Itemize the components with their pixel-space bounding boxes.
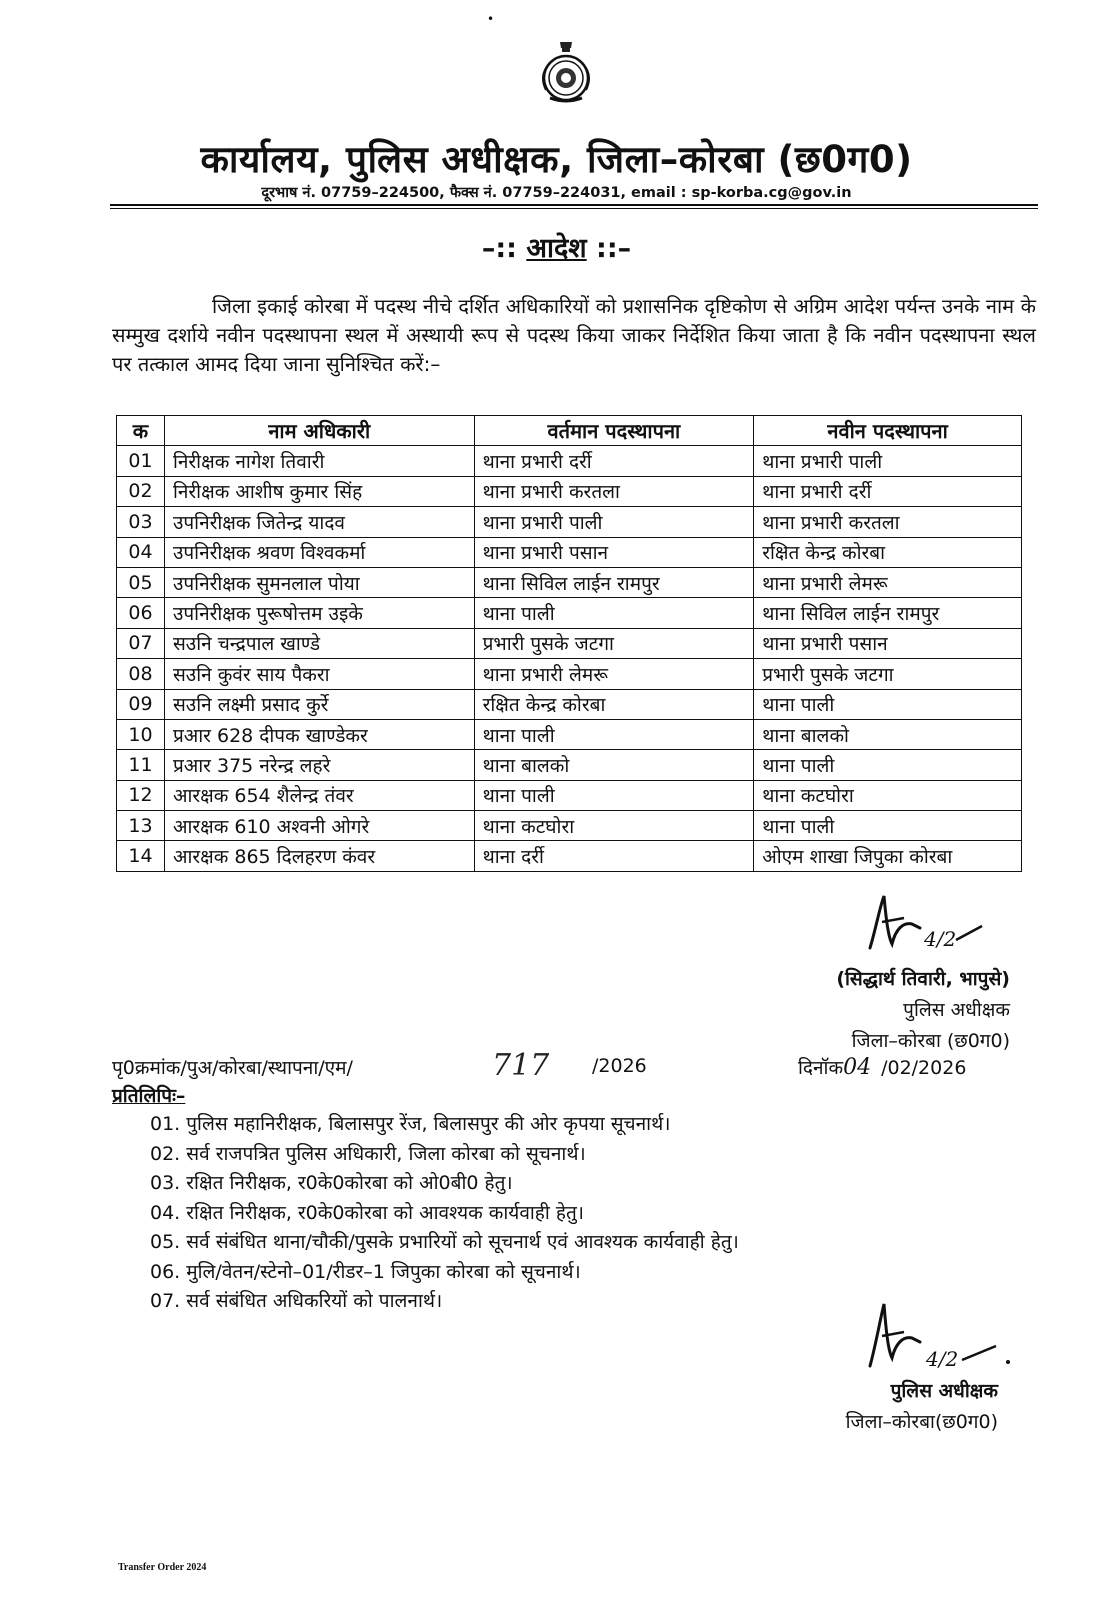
cell-serial: 07: [117, 628, 165, 658]
cell-officer-name: उपनिरीक्षक श्रवण विश्वकर्मा: [164, 537, 474, 567]
cell-officer-name: आरक्षक 654 शैलेन्द्र तंवर: [164, 780, 474, 810]
copy-label: प्रतिलिपिः–: [112, 1085, 186, 1107]
signatory-designation: पुलिस अधीक्षक: [903, 999, 1010, 1021]
cell-officer-name: उपनिरीक्षक पुरूषोत्तम उइके: [164, 598, 474, 628]
date-day: 04: [843, 1055, 872, 1080]
table-row: [117, 719, 1022, 749]
header-rule: [110, 204, 1038, 206]
cell-serial: 02: [117, 476, 165, 506]
table-row: [117, 780, 1022, 810]
cell-new-posting: थाना सिविल लाईन रामपुर: [754, 598, 1022, 628]
cell-serial: 09: [117, 689, 165, 719]
cell-serial: 06: [117, 598, 165, 628]
signature-text-2: 4/2: [926, 1347, 959, 1371]
table-row: [117, 567, 1022, 597]
table-header-row: [117, 416, 1022, 446]
header-rule-thin: [110, 208, 1038, 209]
table-row: [117, 628, 1022, 658]
table-row: [117, 811, 1022, 841]
cell-current-posting: थाना कटघोरा: [474, 811, 754, 841]
cell-current-posting: थाना प्रभारी दर्री: [474, 446, 754, 476]
signature-image-2: [862, 1296, 1032, 1376]
cell-officer-name: निरीक्षक नागेश तिवारी: [164, 446, 474, 476]
cell-current-posting: थाना पाली: [474, 719, 754, 749]
cell-new-posting: थाना प्रभारी पाली: [754, 446, 1022, 476]
cell-serial: 14: [117, 841, 165, 871]
order-heading: [0, 228, 1113, 265]
cell-officer-name: उपनिरीक्षक जितेन्द्र यादव: [164, 507, 474, 537]
cell-officer-name: सउनि चन्द्रपाल खाण्डे: [164, 628, 474, 658]
cell-serial: 05: [117, 567, 165, 597]
copy-item: 07. सर्व संबंधित अधिकरियों को पालनार्थ।: [150, 1290, 443, 1312]
cell-current-posting: थाना दर्री: [474, 841, 754, 871]
signatory2-district: जिला–कोरबा(छ0ग0): [845, 1411, 998, 1433]
copy-list: [150, 1110, 739, 1317]
signature-image: [862, 888, 992, 958]
table-row: [117, 841, 1022, 871]
cell-new-posting: रक्षित केन्द्र कोरबा: [754, 537, 1022, 567]
cell-current-posting: थाना सिविल लाईन रामपुर: [474, 567, 754, 597]
cell-new-posting: थाना कटघोरा: [754, 780, 1022, 810]
table-row: [117, 446, 1022, 476]
cell-current-posting: थाना प्रभारी पसान: [474, 537, 754, 567]
cell-current-posting: थाना बालको: [474, 750, 754, 780]
table-row: [117, 689, 1022, 719]
table-row: [117, 659, 1022, 689]
cell-officer-name: प्रआर 375 नरेन्द्र लहरे: [164, 750, 474, 780]
copy-item: 01. पुलिस महानिरीक्षक, बिलासपुर रेंज, बिलासपुर की ओर कृपया सूचनार्थ।: [150, 1113, 671, 1135]
cell-officer-name: उपनिरीक्षक सुमनलाल पोया: [164, 567, 474, 597]
cell-serial: 03: [117, 507, 165, 537]
copy-item: 06. मुलि/वेतन/स्टेनो–01/रीडर–1 जिपुका कोरबा को सूचनार्थ।: [150, 1260, 581, 1283]
signatory-district: जिला–कोरबा (छ0ग0): [851, 1030, 1010, 1052]
table-row: [117, 507, 1022, 537]
order-heading-prefix: –::: [481, 233, 527, 264]
signatory-name: (सिद्धार्थ तिवारी, भापुसे): [836, 968, 1010, 990]
cell-new-posting: थाना बालको: [754, 719, 1022, 749]
reference-number: 717: [492, 1048, 550, 1083]
cell-current-posting: थाना प्रभारी करतला: [474, 476, 754, 506]
transfer-table: [116, 415, 1022, 872]
table-row: [117, 476, 1022, 506]
cell-new-posting: थाना प्रभारी दर्री: [754, 476, 1022, 506]
table-row: [117, 598, 1022, 628]
header-serial: क: [117, 416, 165, 446]
cell-new-posting: थाना पाली: [754, 750, 1022, 780]
cell-current-posting: प्रभारी पुसके जटगा: [474, 628, 754, 658]
cell-new-posting: थाना पाली: [754, 689, 1022, 719]
cell-new-posting: थाना प्रभारी लेमरू: [754, 567, 1022, 597]
header-current-posting: वर्तमान पदस्थापना: [474, 416, 754, 446]
cell-new-posting: प्रभारी पुसके जटगा: [754, 659, 1022, 689]
office-title: कार्यालय, पुलिस अधीक्षक, जिला–कोरबा (छ0ग0): [200, 138, 913, 181]
footer-label: Transfer Order 2024: [118, 1562, 207, 1573]
cell-current-posting: थाना पाली: [474, 598, 754, 628]
cell-current-posting: थाना पाली: [474, 780, 754, 810]
cell-current-posting: रक्षित केन्द्र कोरबा: [474, 689, 754, 719]
cell-serial: 01: [117, 446, 165, 476]
police-emblem-icon: [536, 38, 596, 104]
cell-officer-name: प्रआर 628 दीपक खाण्डेकर: [164, 719, 474, 749]
table-row: [117, 537, 1022, 567]
date-line: [798, 1054, 966, 1080]
order-body: जिला इकाई कोरबा में पदस्थ नीचे दर्शित अधिकारियों को प्रशासनिक दृष्टिकोण से अग्रिम आदेश पर्यन्त उनके नाम के सम्मुख दर्शाये नवीन पदस्थापना स्थल में अस्थायी रूप से पदस्थ किया जाकर निर्देशित किया जाता है कि नवीन पदस्थापना स्थल पर तत्काल आमद दिया जाना सुनिश्चित करें:–: [112, 294, 1036, 376]
copy-item: 02. सर्व राजपत्रित पुलिस अधिकारी, जिला कोरबा को सूचनार्थ।: [150, 1142, 586, 1165]
order-heading-word: आदेश: [526, 233, 587, 264]
reference-year: /2026: [592, 1055, 647, 1077]
copy-item: 03. रक्षित निरीक्षक, र0के0कोरबा को ओ0बी0 हेतु।: [150, 1172, 513, 1194]
cell-officer-name: सउनि कुवंर साय पैकरा: [164, 659, 474, 689]
signatory-block: [700, 964, 1010, 1057]
cell-new-posting: थाना प्रभारी करतला: [754, 507, 1022, 537]
reference-prefix: पृ0क्रमांक/पुअ/कोरबा/स्थापना/एम/: [112, 1057, 353, 1079]
signatory2-designation: पुलिस अधीक्षक: [890, 1380, 998, 1402]
cell-officer-name: निरीक्षक आशीष कुमार सिंह: [164, 476, 474, 506]
cell-current-posting: थाना प्रभारी लेमरू: [474, 659, 754, 689]
cell-officer-name: आरक्षक 610 अश्वनी ओगरे: [164, 811, 474, 841]
cell-officer-name: आरक्षक 865 दिलहरण कंवर: [164, 841, 474, 871]
cell-new-posting: थाना पाली: [754, 811, 1022, 841]
cell-serial: 10: [117, 719, 165, 749]
table-row: [117, 750, 1022, 780]
cell-serial: 13: [117, 811, 165, 841]
header-officer-name: नाम अधिकारी: [164, 416, 474, 446]
cell-serial: 04: [117, 537, 165, 567]
top-dot: •: [487, 12, 495, 26]
date-label: दिनॉक: [798, 1057, 844, 1079]
cell-serial: 11: [117, 750, 165, 780]
cell-current-posting: थाना प्रभारी पाली: [474, 507, 754, 537]
cell-serial: 12: [117, 780, 165, 810]
date-rest: /02/2026: [881, 1057, 967, 1079]
cell-serial: 08: [117, 659, 165, 689]
copy-item: 04. रक्षित निरीक्षक, र0के0कोरबा को आवश्यक कार्यवाही हेतु।: [150, 1201, 584, 1224]
cell-new-posting: थाना प्रभारी पसान: [754, 628, 1022, 658]
copy-item: 05. सर्व संबंधित थाना/चौकी/पुसके प्रभारियों को सूचनार्थ एवं आवश्यक कार्यवाही हेतु।: [150, 1231, 739, 1253]
cell-new-posting: ओएम शाखा जिपुका कोरबा: [754, 841, 1022, 871]
signatory-block-2: [760, 1376, 998, 1438]
signature-text: 4/2: [924, 927, 957, 951]
contact-line: दूरभाष नं. 07759–224500, फैक्स नं. 07759–224031, email : sp-korba.cg@gov.in: [261, 185, 852, 201]
header-new-posting: नवीन पदस्थापना: [754, 416, 1022, 446]
cell-officer-name: सउनि लक्ष्मी प्रसाद कुर्रे: [164, 689, 474, 719]
table-body: [117, 446, 1022, 871]
order-heading-suffix: ::–: [586, 233, 632, 264]
